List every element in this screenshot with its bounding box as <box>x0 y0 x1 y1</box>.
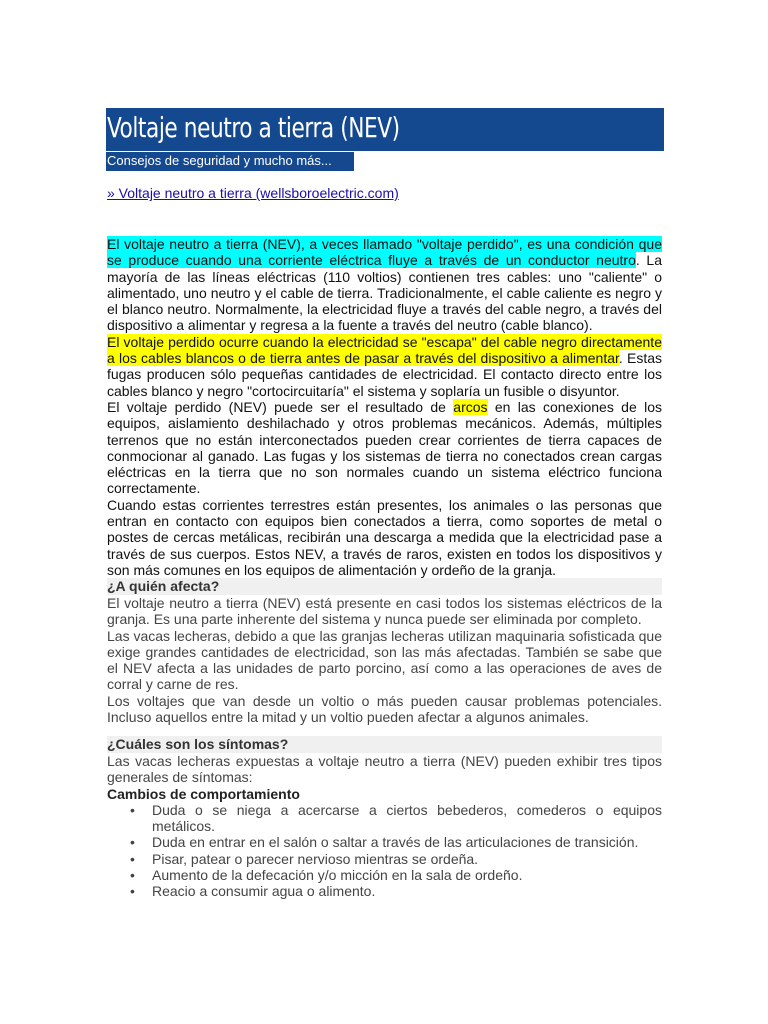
intro-paragraph-4: Cuando estas corrientes terrestres están presentes, los animales o las personas que entran en contacto con equipos bien conectados a tierra, como soportes de metal o postes de cercas metálicas, recibirán una descarga a medida que la electricidad pase a través de sus cuerpos. Estos NEV, a través de raros, existen en todos los dispositivos y son más comunes en los equipos de alimentación y ordeño de la granja. <box>107 496 662 578</box>
list-item: • Aumento de la defecación y/o micción en la sala de ordeño. <box>130 867 662 883</box>
intro-p2-text: . Estas fugas producen sólo pequeñas cantidades de electricidad. El contacto directo entre los cables blanco y negro "cortocircuitaría" el sistema y soplaría un fusible o disyuntor. <box>107 350 662 399</box>
intro-paragraph-2 <box>107 334 662 399</box>
intro-p1-text: . La mayoría de las líneas eléctricas (110 voltios) contienen tres cables: uno "caliente" o alimentado, uno neutro y el cable de tierra. Tradicionalmente, el cable caliente es negro y el blanco neutro. Normalmente, la electricidad fluye a través del cable negro, a través del dispositivo a alimentar y regresa a la fuente a través del neutro (cable blanco). <box>107 252 663 334</box>
affects-paragraph-3: Los voltajes que van desde un voltio o más pueden causar problemas potenciales. Incluso aquellos entre la mitad y un voltio pueden afectar a algunos animales. <box>107 692 662 726</box>
intro-paragraph-3 <box>107 399 662 497</box>
highlight-cyan: El voltaje neutro a tierra (NEV), a veces llamado "voltaje perdido", es una condición que se produce cuando una corriente eléctrica fluye a través de un conductor neutro <box>107 236 662 269</box>
list-item: • Pisar, patear o parecer nervioso mientras se ordeña. <box>130 851 662 867</box>
intro-paragraph-1 <box>107 236 662 334</box>
highlight-yellow: El voltaje perdido ocurre cuando la electricidad se "escapa" del cable negro directamente a los cables blancos o de tierra antes de pasar a través del dispositivo a alimentar <box>107 333 662 367</box>
page-title: Voltaje neutro a tierra (NEV) <box>107 111 400 144</box>
intro-p3-text-b: en las conexiones de los equipos, aislamiento deshilachado y otros problemas mecánicos. Además, múltiples terrenos que no están interconectados pueden crear corrientes de tierra capaces de conmocionar al ganado. Las fugas y los sistemas de tierra no conectados crean cargas eléctricas en la tierra que no son normales cuando un sistema eléctrico funciona correctamente. <box>107 398 662 497</box>
symptoms-subheading: Cambios de comportamiento <box>107 785 300 802</box>
intro-p3-text-a: El voltaje perdido (NEV) puede ser el resultado de <box>107 398 454 415</box>
list-item: • Duda o se niega a acercarse a ciertos bebederos, comederos o equipos metálicos. <box>130 802 662 835</box>
list-item: • Duda en entrar en el salón o saltar a través de las articulaciones de transición. <box>130 834 662 850</box>
list-item: • Reacio a consumir agua o alimento. <box>130 883 662 899</box>
symptoms-section <box>107 753 662 900</box>
affects-heading: ¿A quién afecta? <box>107 578 662 595</box>
highlight-arcos: arcos <box>453 398 488 415</box>
affects-paragraph-1: El voltaje neutro a tierra (NEV) está presente en casi todos los sistemas eléctricos de la granja. Es una parte inherente del sistema y nunca puede ser eliminada por completo. <box>107 595 662 628</box>
affects-paragraph-2: Las vacas lecheras, debido a que las granjas lecheras utilizan maquinaria sofisticada que exige grandes cantidades de electricidad, son las más afectadas. También se sabe que el NEV afecta a las unidades de parto porcino, así como a las operaciones de aves de corral y carne de res. <box>107 627 662 693</box>
symptoms-list <box>107 802 662 900</box>
symptoms-heading: ¿Cuáles son los síntomas? <box>107 736 662 753</box>
symptoms-intro: Las vacas lecheras expuestas a voltaje neutro a tierra (NEV) pueden exhibir tres tipos generales de síntomas: <box>107 753 662 786</box>
intro-section <box>107 236 662 578</box>
page-subtitle: Consejos de seguridad y mucho más... <box>107 153 332 168</box>
affects-section <box>107 595 662 725</box>
source-link[interactable]: » Voltaje neutro a tierra (wellsboroelectric.com) <box>107 185 399 201</box>
